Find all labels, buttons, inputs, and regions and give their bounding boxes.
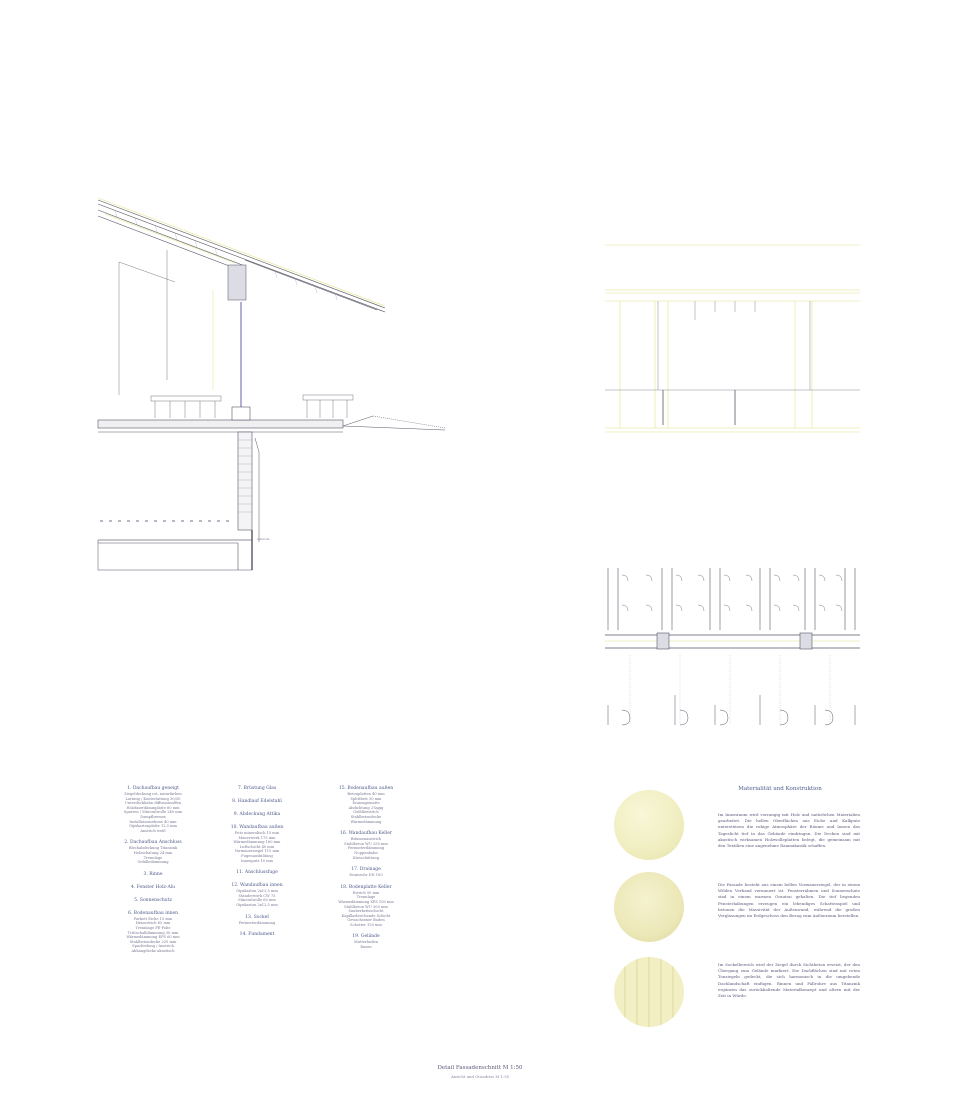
legend-item: Mineralwolle 60 mm <box>238 898 276 903</box>
legend-item: Mauerwerk 175 mm <box>238 835 276 840</box>
legend-item: Innenputz 10 mm <box>240 858 274 863</box>
legend-item: Splittbett 30 mm <box>350 796 382 801</box>
legend-item: Abhangdecke akustisch <box>131 948 175 953</box>
legend-item: Perimeterdämmung <box>347 846 385 851</box>
legend-item: Gefälledämmung <box>137 860 169 865</box>
materials-paragraph: Im Innenraum wird vorrangig mit Holz und natürlichen Materialien gearbeitet. Die hellen Oberflächen aus Eiche und Kalkputz unterstützen die ruhige Atmosphäre der Räume und lassen das Tageslicht tief in das Gebäude eindringen. Die Decken sind mit akustisch wirksamen Holzwolleplatten belegt, die gemeinsam mit den Textilien eine angenehme Raumakustik schaffen. <box>718 812 860 849</box>
legend-item: Holzschalung 24 mm <box>133 850 173 855</box>
legend-group-title: 8. Handlauf Edelstahl <box>232 799 282 804</box>
legend-item: Stahlbeton WU 250 mm <box>344 841 388 846</box>
legend-item: Dampfbremse <box>140 814 166 819</box>
legend-item: Trennlage <box>143 855 163 860</box>
legend-item: Drainagematte <box>352 801 380 806</box>
legend-item: Luftschicht 40 mm <box>239 844 275 849</box>
legend-item: Installationsebene 40 mm <box>129 819 177 824</box>
legend-item: Drainrohr DN 100 <box>349 873 383 878</box>
legend-item: Wärmedämmung <box>350 819 382 824</box>
legend-item: Abdichtung 2-lagig <box>348 805 384 810</box>
sheet-subtitle: Ansicht und Grundriss M 1:50 <box>450 1074 510 1079</box>
legend-column-3 <box>310 786 422 950</box>
legend-item: Estrich 50 mm <box>352 890 380 895</box>
facade-section-drawing <box>95 190 555 580</box>
legend-item: Perimeterdämmung <box>238 920 276 925</box>
legend-group-title: 13. Sockel <box>245 914 269 920</box>
legend-item: Wärmedämmung XPS 100 mm <box>338 899 394 904</box>
legend-item: Vormauerziegel 115 mm <box>234 849 280 854</box>
facade-elevation-drawing <box>600 240 860 440</box>
legend-item: Gipskarton 2x12,5 mm <box>236 902 278 907</box>
legend-item: Ständerwerk CW 75 <box>238 893 276 898</box>
legend-group-title: 16. Wandaufbau Keller <box>339 831 393 837</box>
legend-item: Gefälleestrich <box>353 810 379 815</box>
materials-title: Materialität und Konstruktion <box>738 786 822 792</box>
legend-column-1 <box>98 786 208 953</box>
legend-group-title: 2. Dachaufbau Anschluss <box>124 840 182 846</box>
legend-item: Betonplatten 40 mm <box>347 792 385 796</box>
legend-group-title: 19. Gelände <box>352 934 380 940</box>
material-swatch-brick <box>614 957 684 1027</box>
sheet-title: Detail Fassadenschnitt M 1:50 <box>437 1065 523 1071</box>
legend-item: Kiesschüttung <box>352 855 380 860</box>
legend-item: Rasen <box>360 945 372 950</box>
legend-group-title: 4. Fenster Holz-Alu <box>130 884 176 890</box>
material-swatch-wood <box>614 790 684 860</box>
legend-item: Kapillarbrechende Schicht <box>341 913 391 918</box>
svg-text:Gelände: Gelände <box>257 537 270 541</box>
legend-item: Putz mineralisch 15 mm <box>234 831 280 835</box>
legend-item: Ziegeldeckung rot, naturfarben <box>124 792 182 796</box>
legend-item: Heizestrich 65 mm <box>135 921 171 926</box>
legend-group-title: 5. Sonnenschutz <box>134 897 172 903</box>
legend-group-title: 3. Rinne <box>143 871 163 877</box>
legend-item: Stahlbetondecke <box>350 814 382 819</box>
legend-item: Trennlage <box>356 895 376 900</box>
legend-item: Noppenbahn <box>354 850 378 855</box>
legend-item: Trittschalldämmung 30 mm <box>127 930 179 935</box>
legend-item: Sparren / Mineralwolle 240 mm <box>123 810 183 815</box>
legend-group-title: 9. Abdeckung Attika <box>233 812 281 817</box>
legend-item: Sauberkeitsschicht <box>348 909 384 914</box>
legend-group-title: 12. Wandaufbau innen <box>231 883 283 889</box>
legend-group-title: 1. Dachaufbau geneigt <box>127 786 179 791</box>
legend-item: Stahlbetondecke 220 mm <box>129 939 177 944</box>
legend-item: Trennlage PE-Folie <box>135 925 171 930</box>
legend-item: Lattung / Konterlattung 30/50 <box>125 796 181 801</box>
floor-plan-drawing <box>600 565 860 730</box>
legend-item: Mutterboden <box>354 940 378 945</box>
legend-column-2 <box>202 786 312 938</box>
legend-group-title: 18. Bodenplatte Keller <box>340 884 392 890</box>
legend-group-title: 14. Fundament <box>239 932 275 938</box>
legend-group-title: 15. Bodenaufbau außen <box>338 786 394 791</box>
legend-item: Gewachsener Boden <box>347 918 385 923</box>
legend-group-title: 6. Bodenaufbau innen <box>127 910 179 916</box>
legend-item: Stahlbeton WU 300 mm <box>344 904 388 909</box>
legend-item: Parkett Eiche 15 mm <box>133 916 173 921</box>
materials-paragraph: Im Sockelbereich wird der Ziegel durch Sichtbeton ersetzt, der den Übergang zum Gelände markiert. Die Dachflächen sind mit roten Tonziegeln gedeckt, die sich harmonisch in die umgebende Dachlandschaft einfügen. Rinnen und Fallrohre aus Titanzink ergänzen das zurückhaltende Materialkonzept und altern mit der Zeit in Würde. <box>718 962 860 999</box>
legend-item: Unterdeckbahn diffusionsoffen <box>124 801 182 806</box>
legend-item: Bitumenanstrich <box>350 837 382 842</box>
legend-group-title: 7. Brüstung Glas <box>237 786 277 791</box>
legend-item: Fugenausbildung <box>241 853 273 858</box>
legend-item: Wärmedämmung 160 mm <box>233 840 281 845</box>
legend-item: Gipskartonplatte 12,5 mm <box>129 824 177 829</box>
legend-item: Holzfaserdämmplatte 60 mm <box>126 805 180 810</box>
legend-item: Spachtelung / Anstrich <box>132 944 174 949</box>
legend-group-title: 17. Drainage <box>351 867 381 873</box>
legend-item: Anstrich weiß <box>140 828 166 833</box>
materials-paragraph: Die Fassade besteht aus einem hellen Vormauerziegel, der in einem Wilden Verband vermauert ist. Fensterrahmen und Sonnenschutz sind in einem warmen Grauton gehalten. Die tief liegenden Fensterlaibungen erzeugen ein lebendiges Schattenspiel und betonen die Massivität der Außenwand, während die großen Verglasungen im Erdgeschoss den Bezug zum Außenraum herstellen. <box>718 882 860 919</box>
legend-item: Schotter 150 mm <box>350 922 382 927</box>
material-swatch-plaster <box>614 872 684 942</box>
legend-group-title: 10. Wandaufbau außen <box>230 825 284 830</box>
legend-item: Gipskarton 2x12,5 mm <box>236 889 278 894</box>
legend-item: Blechabdeckung Titanzink <box>128 846 178 851</box>
legend-item: Wärmedämmung EPS 60 mm <box>126 935 180 940</box>
legend-group-title: 11. Anschlussfuge <box>236 870 278 876</box>
